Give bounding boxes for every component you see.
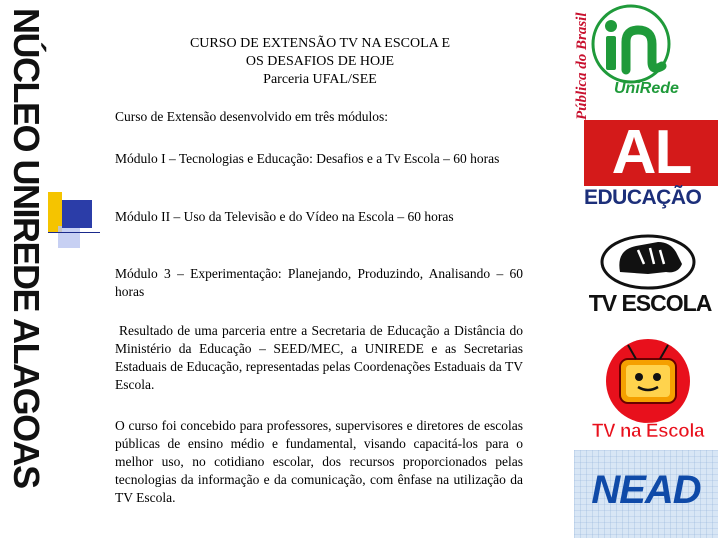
nead-logo bbox=[574, 450, 718, 538]
title-line-3: Parceria UFAL/SEE bbox=[263, 72, 377, 87]
logos-column bbox=[572, 0, 720, 540]
decorative-light-square bbox=[58, 226, 80, 248]
educacao-label: EDUCAÇÃO bbox=[584, 186, 702, 209]
publica-do-brasil-label: Pública do Brasil bbox=[574, 12, 590, 120]
tv-escola-logo bbox=[586, 228, 710, 328]
al-letters: AL bbox=[584, 120, 718, 186]
tv-na-escola-label: TV na Escola bbox=[591, 421, 705, 442]
tv-na-escola-logo bbox=[576, 335, 720, 447]
module-2-text: Módulo II – Uso da Televisão e do Vídeo na Escola – 60 horas bbox=[115, 209, 454, 224]
partnership-text: Resultado de uma parceria entre a Secretaria de Educação a Distância do Ministério da Educação – SEED/MEC, a UNIREDE e as Secretarias Estaduais de Educação, representadas pelas Coordenações Estaduais da TV Escola. bbox=[115, 323, 523, 392]
unirede-logo bbox=[576, 2, 686, 112]
module-3-text: Módulo 3 – Experimentação: Planejando, Produzindo, Analisando – 60 horas bbox=[115, 266, 523, 299]
intro-text: Curso de Extensão desenvolvido em três módulos: bbox=[115, 109, 388, 124]
module-1-text: Módulo I – Tecnologias e Educação: Desafios e a Tv Escola – 60 horas bbox=[115, 151, 500, 166]
al-educacao-logo bbox=[584, 120, 718, 216]
vertical-banner bbox=[0, 0, 48, 540]
nead-label: NEAD bbox=[591, 468, 701, 512]
slide-title bbox=[155, 35, 485, 89]
tv-escola-label: TV ESCOLA bbox=[588, 290, 712, 316]
title-line-1: CURSO DE EXTENSÃO TV NA ESCOLA E bbox=[189, 36, 451, 51]
unirede-label: UniRede bbox=[614, 80, 679, 97]
title-line-2: OS DESAFIOS DE HOJE bbox=[245, 54, 395, 69]
decorative-blue-square bbox=[62, 200, 92, 228]
tv-character-icon bbox=[576, 335, 720, 427]
hand-icon bbox=[586, 228, 710, 292]
audience-text: O curso foi concebido para professores, supervisores e diretores de escolas públicas de ensino médio e fundamental, visando capacitá-los para o melhor uso, no cotidiano escolar, dos recursos proporcionados pelas tecnologias da informação e da comunicação, com ênfase na utilização da TV Escola. bbox=[115, 418, 523, 505]
decorative-line bbox=[48, 232, 100, 233]
banner-title: NÚCLEO UNIREDE ALAGOAS bbox=[6, 8, 47, 488]
